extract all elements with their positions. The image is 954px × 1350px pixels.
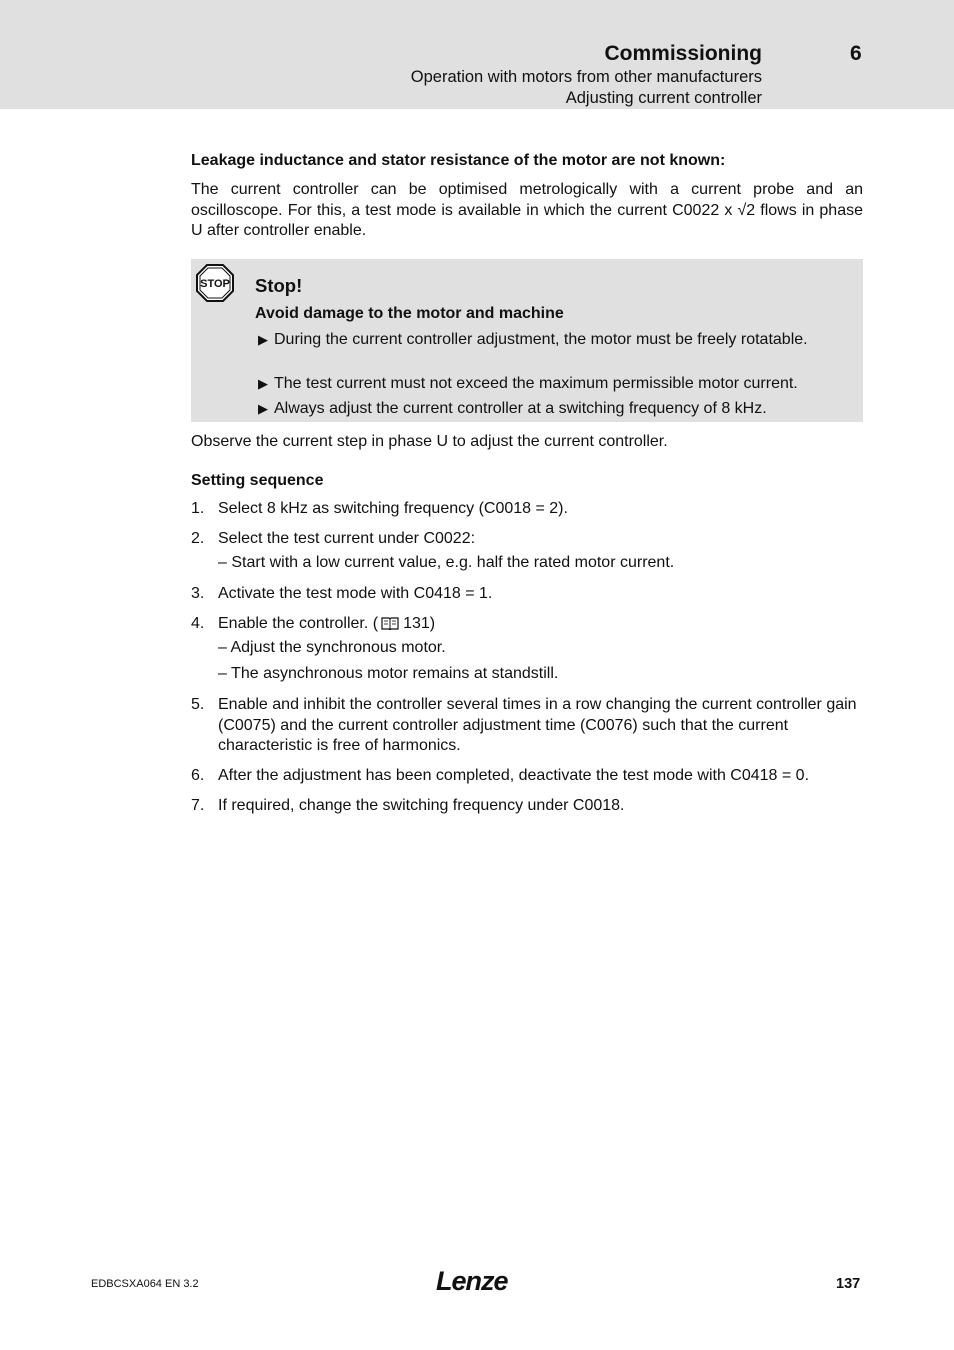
subsection-subtitle: Adjusting current controller bbox=[565, 89, 762, 107]
chapter-title: Commissioning bbox=[604, 42, 762, 65]
step-4: 4. Enable the controller. ( 131) bbox=[191, 615, 436, 632]
list-item: ▶ During the current controller adjustment, the motor must be freely rotatable. bbox=[258, 331, 808, 348]
header-band bbox=[0, 0, 954, 109]
step-2: 2. Select the test current under C0022: bbox=[191, 530, 476, 547]
step-2-note: – Start with a low current value, e.g. half the rated motor current. bbox=[218, 554, 675, 571]
intro-paragraph: The current controller can be optimised metrologically with a current probe and an oscilloscope. For this, a test mode is available in which the current C0022 x √2 flows in phase U after controller enable. bbox=[191, 181, 863, 239]
book-reference-icon bbox=[381, 616, 399, 630]
stop-warning-box bbox=[191, 259, 863, 422]
step-1: 1. Select 8 kHz as switching frequency (C0018 = 2). bbox=[191, 500, 568, 517]
step-5: 5. Enable and inhibit the controller several times in a row changing the current controller gain (C0075) and the current controller adjustment time (C0076) such that the current characteristic is free of harmonics. bbox=[191, 696, 857, 754]
stop-sign-icon bbox=[196, 264, 234, 302]
section-subtitle: Operation with motors from other manufacturers bbox=[410, 68, 762, 86]
list-item: ▶ Always adjust the current controller at a switching frequency of 8 kHz. bbox=[258, 400, 767, 417]
triangle-bullet-icon: ▶ bbox=[258, 401, 268, 416]
stop-subtitle: Avoid damage to the motor and machine bbox=[255, 305, 564, 322]
lenze-logo: Lenze bbox=[436, 1266, 508, 1296]
list-item: ▶ The test current must not exceed the maximum permissible motor current. bbox=[258, 375, 798, 392]
triangle-bullet-icon: ▶ bbox=[258, 376, 268, 391]
observe-text: Observe the current step in phase U to adjust the current controller. bbox=[191, 433, 668, 450]
triangle-bullet-icon: ▶ bbox=[258, 332, 268, 347]
step-7: 7. If required, change the switching frequency under C0018. bbox=[191, 797, 625, 814]
page-number: 137 bbox=[836, 1276, 861, 1292]
document-id: EDBCSXA064 EN 3.2 bbox=[91, 1278, 199, 1290]
stop-title: Stop! bbox=[255, 275, 303, 296]
step-4-note: – Adjust the synchronous motor. bbox=[218, 639, 446, 656]
step-3: 3. Activate the test mode with C0418 = 1. bbox=[191, 585, 493, 602]
step-4-note: – The asynchronous motor remains at standstill. bbox=[218, 665, 559, 682]
chapter-number: 6 bbox=[850, 42, 862, 65]
step-6: 6. After the adjustment has been completed, deactivate the test mode with C0418 = 0. bbox=[191, 767, 810, 784]
svg-text:STOP: STOP bbox=[200, 278, 230, 290]
sequence-heading: Setting sequence bbox=[191, 472, 324, 489]
page-reference-link[interactable]: 131) bbox=[403, 615, 436, 632]
section-heading: Leakage inductance and stator resistance of the motor are not known: bbox=[191, 152, 726, 169]
